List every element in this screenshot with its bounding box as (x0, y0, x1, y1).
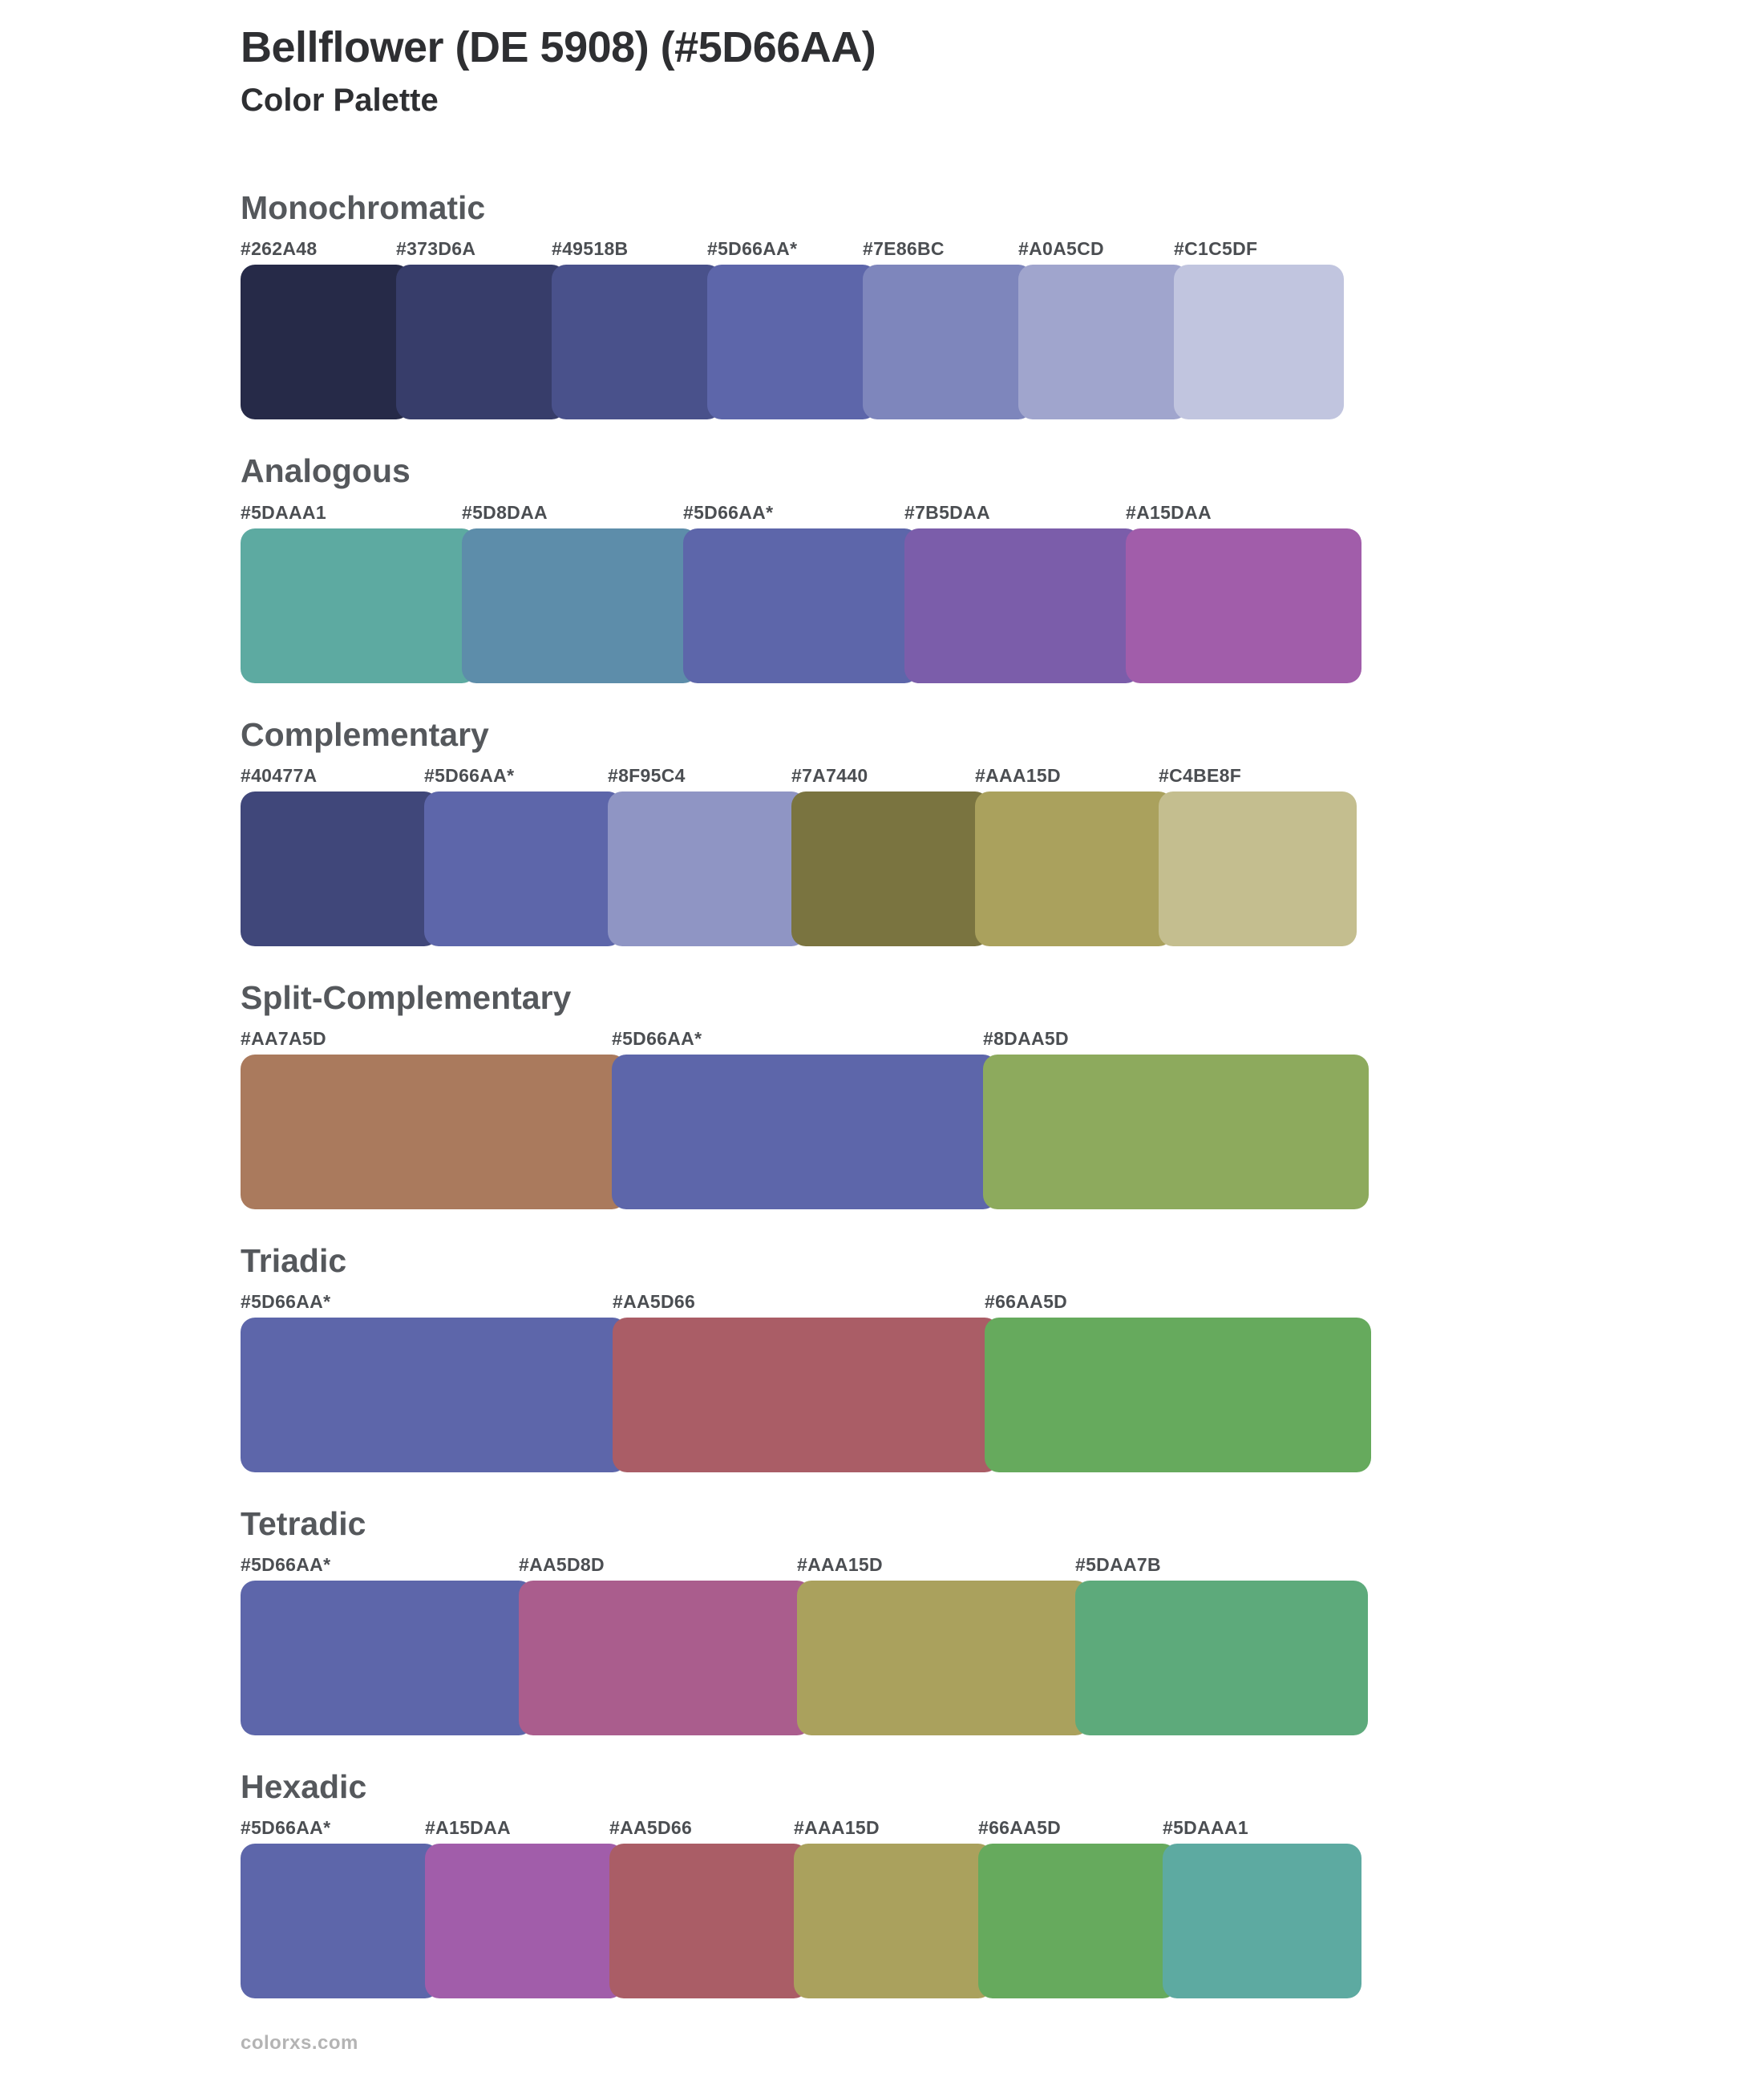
swatch-hex-label: #AA7A5D (241, 1027, 326, 1049)
swatch-column (552, 237, 707, 419)
palette-section (241, 190, 1764, 419)
swatch-hex-label: #AA5D66 (609, 1817, 693, 1839)
color-swatch[interactable] (1075, 1581, 1368, 1735)
swatch-column (904, 501, 1126, 683)
section-title: Complementary (241, 715, 489, 753)
swatch-column (683, 501, 904, 683)
swatch-hex-label: #373D6A (396, 238, 476, 260)
swatch-row (241, 237, 1764, 419)
swatch-hex-label: #7B5DAA (904, 501, 990, 523)
swatch-hex-label: #AA5D8D (519, 1553, 605, 1575)
swatch-column (425, 1816, 609, 1998)
swatch-hex-label: #8DAA5D (983, 1027, 1069, 1049)
swatch-hex-label: #5D66AA* (424, 764, 515, 786)
swatch-column (462, 501, 683, 683)
swatch-hex-label: #A15DAA (1126, 501, 1212, 523)
color-swatch[interactable] (241, 1844, 439, 1998)
color-swatch[interactable] (608, 791, 806, 946)
color-swatch[interactable] (1018, 265, 1188, 419)
swatch-column (983, 1027, 1354, 1209)
section-title: Monochromatic (241, 189, 486, 227)
swatch-row (241, 1290, 1764, 1472)
swatch-column (519, 1553, 797, 1735)
swatch-hex-label: #A15DAA (425, 1817, 511, 1839)
swatch-column (975, 764, 1159, 946)
color-swatch[interactable] (983, 1055, 1369, 1209)
swatch-row (241, 1816, 1764, 1998)
color-swatch[interactable] (863, 265, 1033, 419)
swatch-column (608, 764, 791, 946)
color-swatch[interactable] (1174, 265, 1344, 419)
swatch-column (1075, 1553, 1353, 1735)
color-swatch[interactable] (797, 1581, 1090, 1735)
swatch-hex-label: #66AA5D (985, 1290, 1068, 1312)
site-footer (241, 2032, 1764, 2055)
color-swatch[interactable] (904, 528, 1140, 683)
color-swatch[interactable] (462, 528, 698, 683)
swatch-column (791, 764, 975, 946)
swatch-row (241, 501, 1764, 683)
swatch-column (1163, 1816, 1347, 1998)
swatch-hex-label: #262A48 (241, 238, 318, 260)
swatch-column (985, 1290, 1357, 1472)
swatch-column (797, 1553, 1075, 1735)
swatch-column (612, 1027, 983, 1209)
swatch-hex-label: #AAA15D (794, 1817, 880, 1839)
swatch-hex-label: #5D66AA* (241, 1290, 331, 1312)
color-swatch[interactable] (707, 265, 877, 419)
color-swatch[interactable] (1126, 528, 1361, 683)
color-swatch[interactable] (794, 1844, 993, 1998)
swatch-hex-label: #5D66AA* (612, 1027, 702, 1049)
page-title: Bellflower (DE 5908) (#5D66AA) (241, 23, 876, 71)
swatch-hex-label: #5DAAA1 (241, 501, 326, 523)
swatch-column (613, 1290, 985, 1472)
swatch-column (241, 1553, 519, 1735)
swatch-hex-label: #5D66AA* (241, 1553, 331, 1575)
swatch-hex-label: #AAA15D (797, 1553, 883, 1575)
color-swatch[interactable] (612, 1055, 997, 1209)
color-swatch[interactable] (978, 1844, 1177, 1998)
swatch-column (1159, 764, 1342, 946)
swatch-column (794, 1816, 978, 1998)
color-swatch[interactable] (241, 1055, 626, 1209)
swatch-column (1126, 501, 1347, 683)
palette-section (241, 1243, 1764, 1472)
color-swatch[interactable] (683, 528, 919, 683)
swatch-hex-label: #49518B (552, 238, 629, 260)
swatch-column (609, 1816, 794, 1998)
swatch-column (707, 237, 863, 419)
color-swatch[interactable] (396, 265, 566, 419)
color-swatch[interactable] (609, 1844, 808, 1998)
color-swatch[interactable] (241, 528, 476, 683)
palette-section (241, 980, 1764, 1209)
swatch-hex-label: #A0A5CD (1018, 238, 1104, 260)
swatch-row (241, 1027, 1764, 1209)
section-title: Tetradic (241, 1504, 366, 1542)
swatch-hex-label: #8F95C4 (608, 764, 686, 786)
section-title: Triadic (241, 1241, 347, 1279)
swatch-hex-label: #AA5D66 (613, 1290, 696, 1312)
swatch-row (241, 1553, 1764, 1735)
swatch-hex-label: #5DAAA1 (1163, 1817, 1248, 1839)
swatch-hex-label: #40477A (241, 764, 318, 786)
swatch-column (241, 237, 396, 419)
site-logo-text: colorxs.com (241, 2032, 358, 2055)
swatch-column (241, 1027, 612, 1209)
palette-section (241, 453, 1764, 682)
section-title: Hexadic (241, 1767, 367, 1805)
color-swatch[interactable] (1163, 1844, 1361, 1998)
color-swatch[interactable] (552, 265, 722, 419)
swatch-hex-label: #AAA15D (975, 764, 1061, 786)
swatch-hex-label: #66AA5D (978, 1817, 1062, 1839)
swatch-hex-label: #5D66AA* (707, 238, 798, 260)
swatch-hex-label: #5D8DAA (462, 501, 548, 523)
color-swatch[interactable] (1159, 791, 1357, 946)
swatch-column (424, 764, 608, 946)
palette-section (241, 717, 1764, 946)
swatch-hex-label: #5D66AA* (683, 501, 774, 523)
swatch-hex-label: #C1C5DF (1174, 238, 1258, 260)
swatch-hex-label: #5D66AA* (241, 1817, 331, 1839)
color-swatch[interactable] (241, 265, 411, 419)
swatch-column (241, 1816, 425, 1998)
swatch-hex-label: #7A7440 (791, 764, 868, 786)
color-swatch[interactable] (241, 1318, 627, 1472)
color-swatch[interactable] (425, 1844, 624, 1998)
color-swatch[interactable] (613, 1318, 999, 1472)
swatch-hex-label: #5DAA7B (1075, 1553, 1161, 1575)
color-swatch[interactable] (424, 791, 622, 946)
swatch-hex-label: #C4BE8F (1159, 764, 1242, 786)
color-swatch[interactable] (241, 791, 439, 946)
swatch-column (241, 764, 424, 946)
page-subtitle: Color Palette (241, 83, 439, 119)
color-swatch[interactable] (975, 791, 1173, 946)
palette-section (241, 1506, 1764, 1735)
swatch-row (241, 764, 1764, 946)
swatch-column (863, 237, 1018, 419)
color-swatch[interactable] (241, 1581, 533, 1735)
palette-sections (241, 190, 1764, 1998)
swatch-hex-label: #7E86BC (863, 238, 945, 260)
section-title: Analogous (241, 452, 411, 490)
swatch-column (241, 501, 462, 683)
section-title: Split-Complementary (241, 978, 572, 1016)
swatch-column (396, 237, 552, 419)
palette-section (241, 1769, 1764, 1998)
color-swatch[interactable] (791, 791, 989, 946)
swatch-column (1018, 237, 1174, 419)
swatch-column (1174, 237, 1329, 419)
swatch-column (241, 1290, 613, 1472)
color-swatch[interactable] (519, 1581, 811, 1735)
swatch-column (978, 1816, 1163, 1998)
color-swatch[interactable] (985, 1318, 1371, 1472)
